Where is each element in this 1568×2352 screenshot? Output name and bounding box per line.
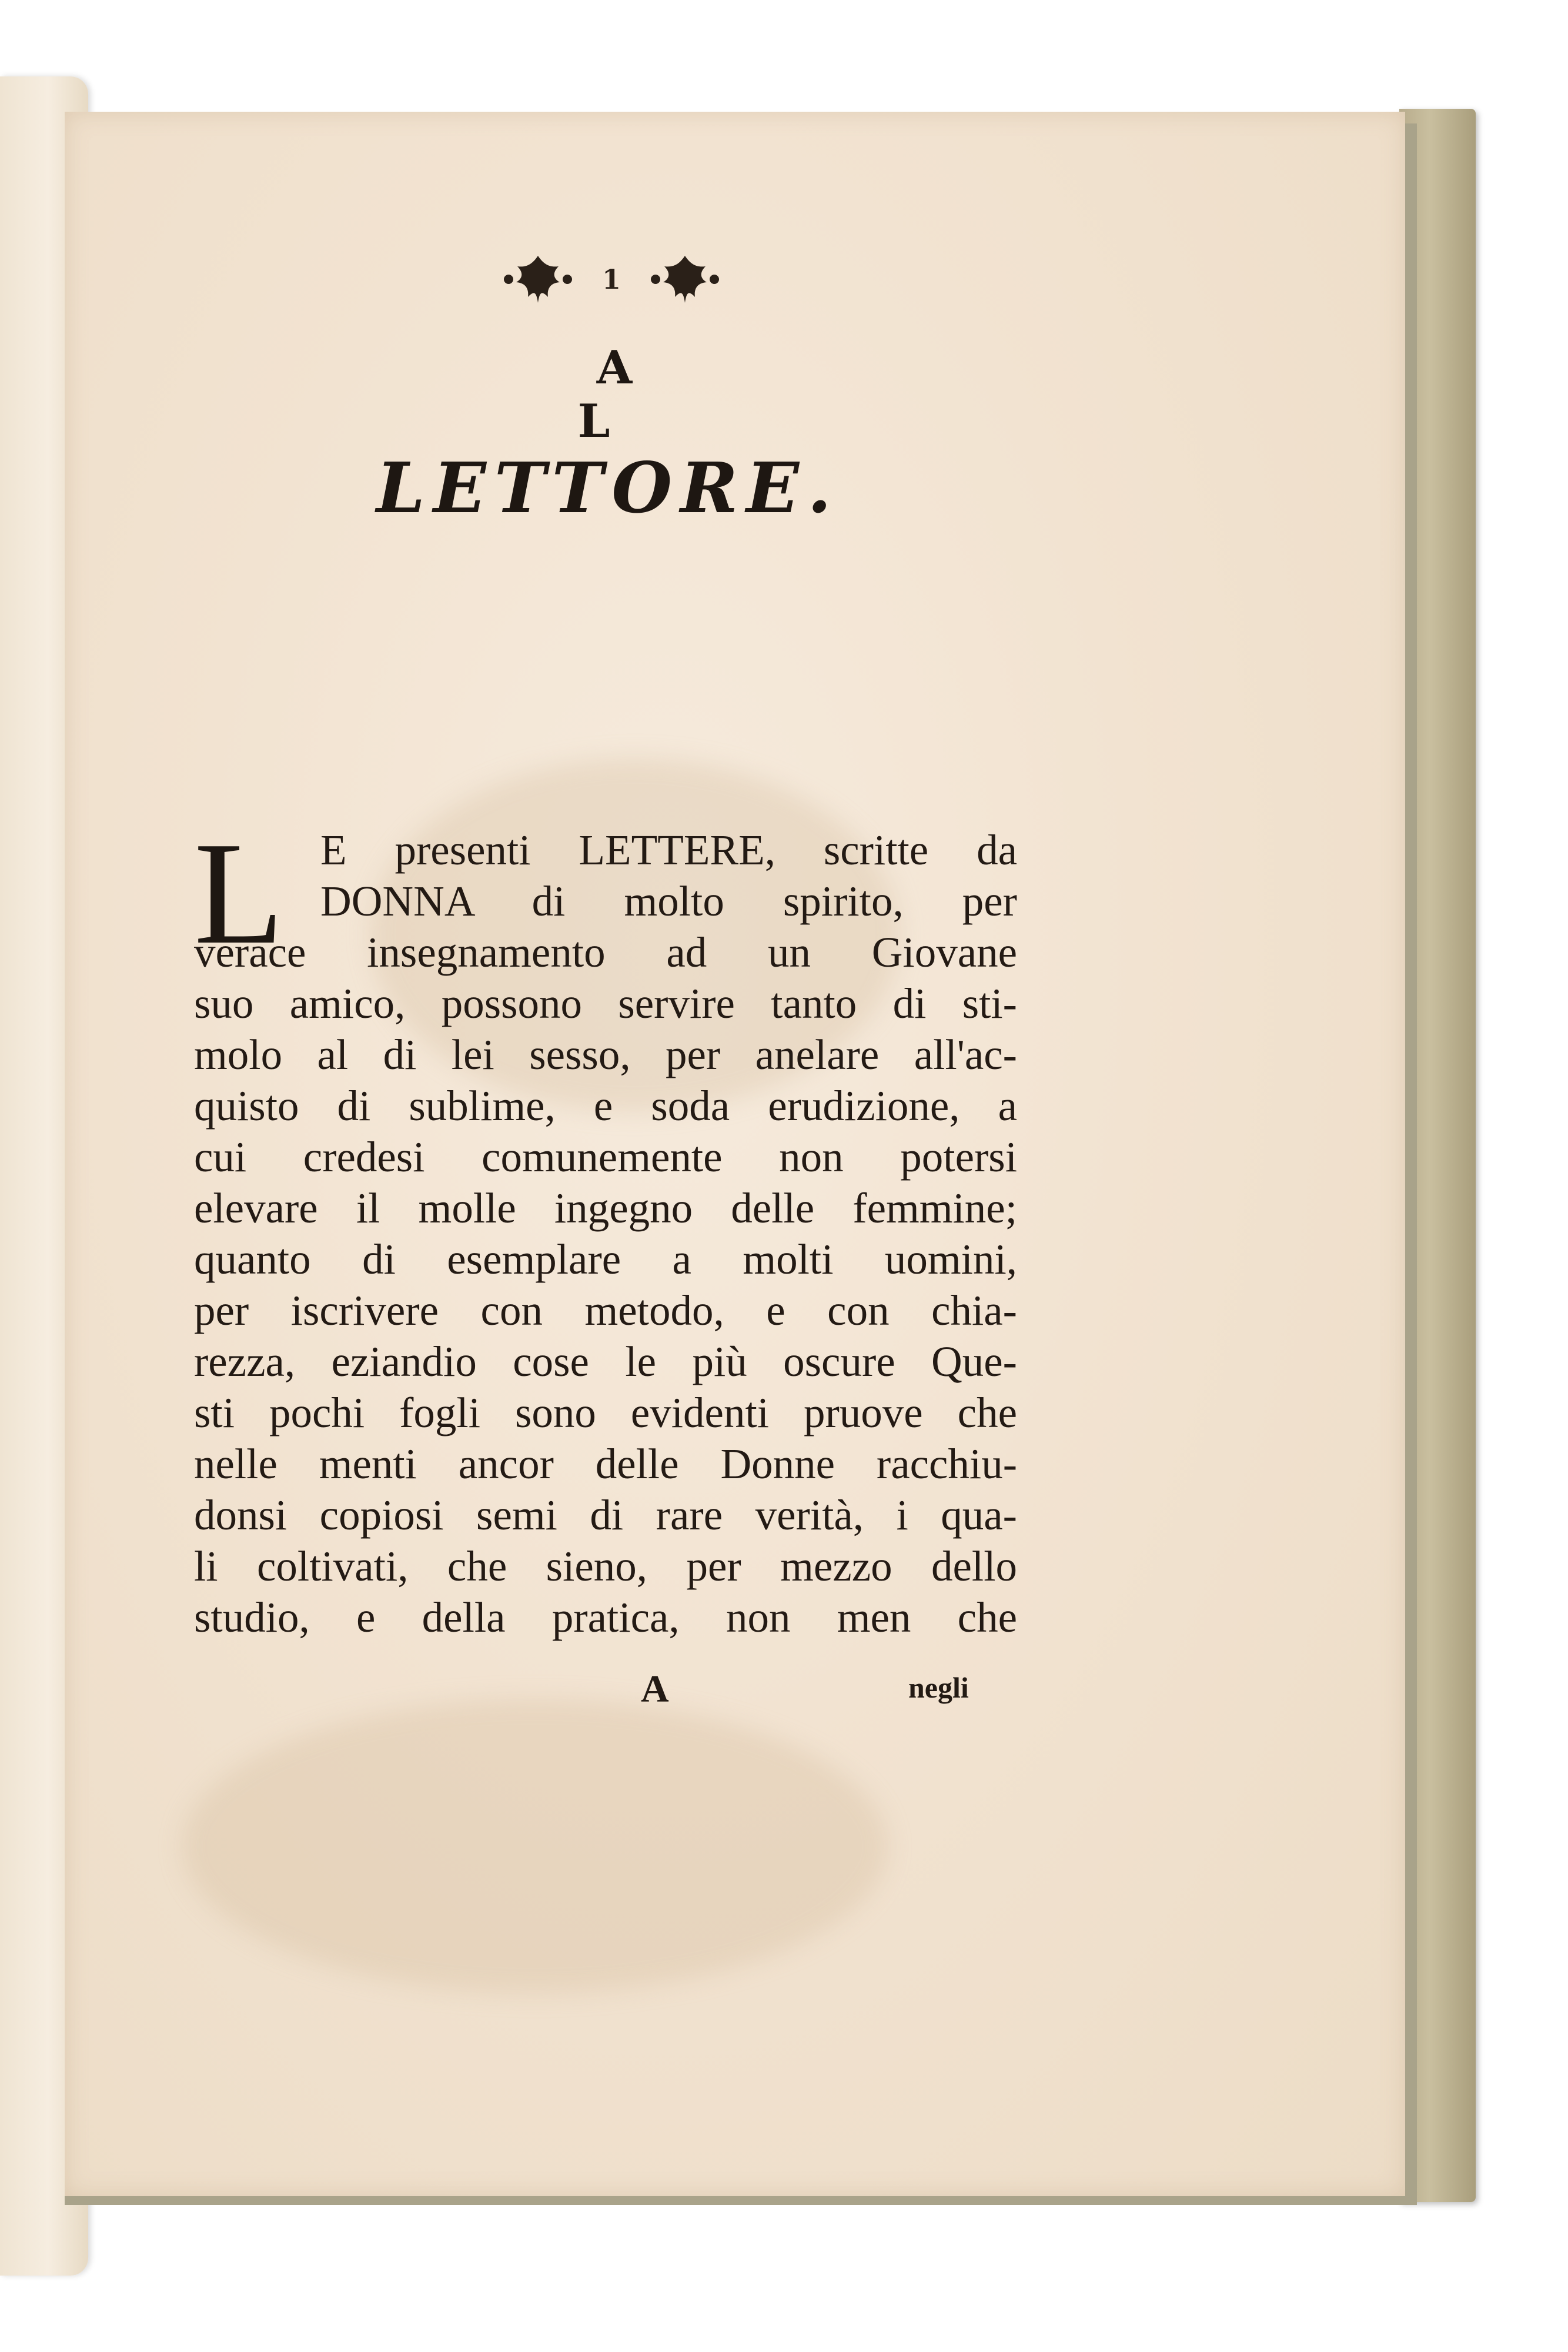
text-line: rezza, eziandio cose le più oscure Que- (194, 1338, 1017, 1385)
text-line: sti pochi fogli sono evidenti pruove che (194, 1389, 1017, 1436)
text-line: donsi copiosi semi di rare verità, i qua- (194, 1491, 1017, 1539)
text-line: quanto di esemplare a molti uomini, (194, 1235, 1017, 1283)
text-line: DONNA di molto spirito, per (320, 877, 1017, 925)
text-line: molo al di lei sesso, per anelare all'ac- (194, 1031, 1017, 1078)
body-text (194, 812, 1017, 1643)
drop-cap: L (194, 812, 284, 975)
text-line: cui credesi comunemente non potersi (194, 1133, 1017, 1181)
page-number: 1 (601, 263, 621, 295)
text-line: nelle menti ancor delle Donne racchiu- (194, 1440, 1017, 1488)
fleuron-right-icon (647, 250, 723, 309)
text-line: per iscrivere con metodo, e con chia- (194, 1287, 1017, 1334)
text-line: elevare il molle ingegno delle femmine; (194, 1184, 1017, 1232)
text-line: verace insegnamento ad un Giovane (194, 928, 1017, 976)
text-line: suo amico, possono servire tanto di sti- (194, 980, 1017, 1027)
foxing-stain (182, 1699, 888, 1993)
text-line: studio, e della pratica, non men che (194, 1593, 1017, 1641)
header-ornament (500, 247, 723, 312)
heading-line-2: LETTORE. (376, 447, 840, 529)
heading-line-1: A L (577, 341, 674, 448)
text-line: li coltivati, che sieno, per mezzo dello (194, 1542, 1017, 1590)
catchword: negli (908, 1671, 969, 1704)
text-line: E presenti LETTERE, scritte da (320, 826, 1017, 874)
signature-mark: A (641, 1668, 669, 1710)
text-line: quisto di sublime, e soda erudizione, a (194, 1082, 1017, 1130)
fleuron-left-icon (500, 250, 576, 309)
page-footer (194, 1667, 1017, 1714)
